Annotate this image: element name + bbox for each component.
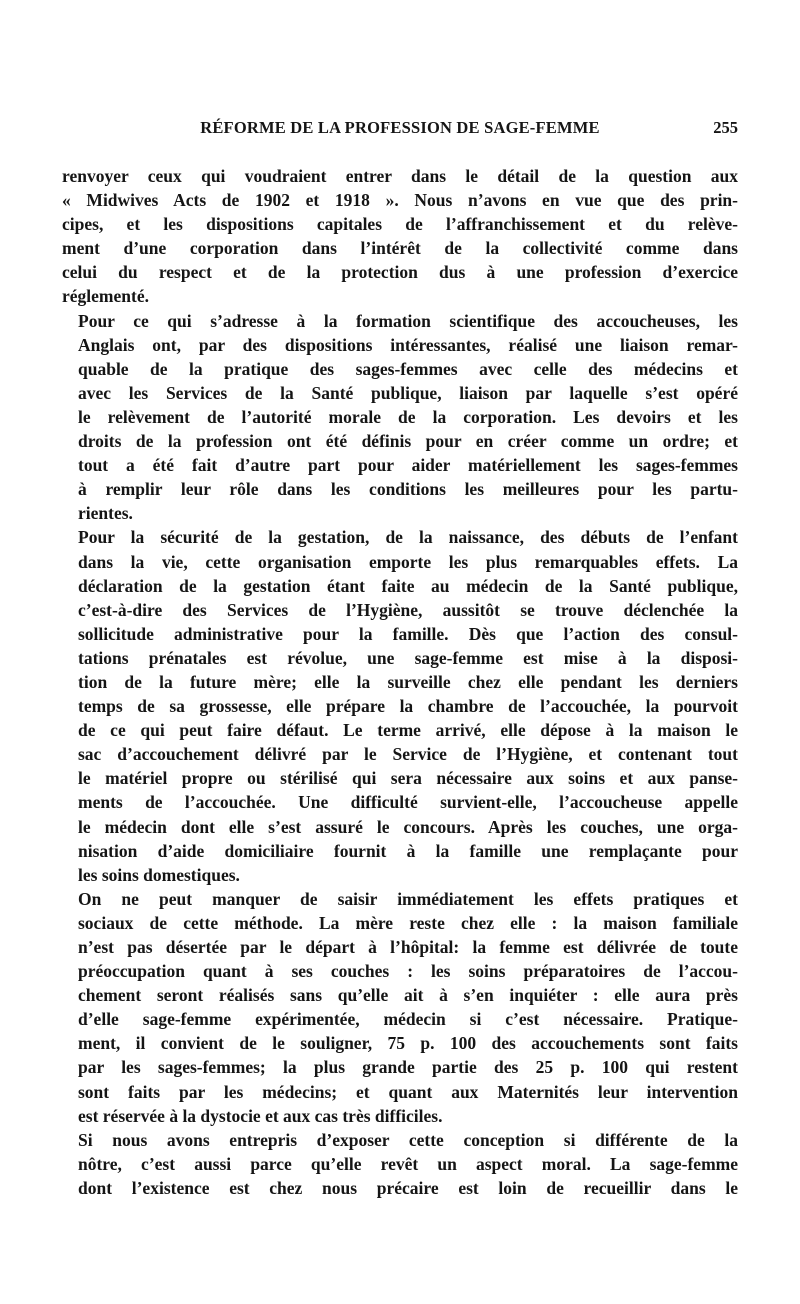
paragraph (62, 1128, 738, 1200)
text-line: par les sages-femmes; la plus grande partie des 25 p. 100 qui restent (78, 1057, 738, 1078)
text-line: réglementé. (62, 286, 149, 307)
text-line: quable de la pratique des sages-femmes avec celle des médecins et (78, 358, 738, 379)
text-line: ment d’une corporation dans l’intérêt de la collectivité comme dans (62, 238, 738, 259)
paragraph (62, 309, 738, 526)
text-line: dont l’existence est chez nous précaire est loin de recueillir dans le (78, 1177, 738, 1198)
text-line: nôtre, c’est aussi parce qu’elle revêt un aspect moral. La sage-femme (78, 1153, 738, 1174)
text-line: est réservée à la dystocie et aux cas très difficiles. (78, 1105, 443, 1126)
text-line: sociaux de cette méthode. La mère reste chez elle : la maison familiale (78, 912, 738, 933)
text-line: tations prénatales est révolue, une sage-femme est mise à la disposi- (78, 647, 738, 668)
text-line: nisation d’aide domiciliaire fournit à la famille une remplaçante pour (78, 840, 738, 861)
text-line: tout a été fait d’autre part pour aider matériellement les sages-femmes (78, 455, 738, 476)
text-line: le médecin dont elle s’est assuré le concours. Après les couches, une orga- (78, 816, 738, 837)
paragraph (62, 164, 738, 309)
text-line: les soins domestiques. (78, 864, 240, 885)
running-title: RÉFORME DE LA PROFESSION DE SAGE-FEMME (200, 118, 600, 137)
text-line: Anglais ont, par des dispositions intéressantes, réalisé une liaison remar- (78, 334, 738, 355)
body-text (62, 164, 738, 1200)
text-line: sont faits par les médecins; et quant aux Maternités leur intervention (78, 1081, 738, 1102)
text-line: sollicitude administrative pour la famille. Dès que l’action des consul- (78, 623, 738, 644)
text-line: déclaration de la gestation étant faite au médecin de la Santé publique, (78, 575, 738, 596)
text-line: renvoyer ceux qui voudraient entrer dans le détail de la question aux (62, 166, 738, 186)
text-line: tion de la future mère; elle la surveille chez elle pendant les derniers (78, 671, 738, 692)
paragraph (62, 525, 738, 886)
text-line: de ce qui peut faire défaut. Le terme arrivé, elle dépose à la maison le (78, 720, 738, 741)
text-line: préoccupation quant à ses couches : les soins préparatoires de l’accou- (78, 961, 738, 982)
text-line: dans la vie, cette organisation emporte les plus remarquables effets. La (78, 551, 738, 572)
text-line: à remplir leur rôle dans les conditions les meilleures pour les partu- (78, 479, 738, 500)
text-line: chement seront réalisés sans qu’elle ait à s’en inquiéter : elle aura près (78, 985, 738, 1006)
text-line: ments de l’accouchée. Une difficulté survient-elle, l’accoucheuse appelle (78, 792, 738, 813)
page-number: 255 (713, 118, 738, 137)
text-line: « Midwives Acts de 1902 et 1918 ». Nous n’avons en vue que des prin- (62, 190, 738, 211)
text-line: le relèvement de l’autorité morale de la corporation. Les devoirs et les (78, 406, 738, 427)
text-line: c’est-à-dire des Services de l’Hygiène, aussitôt se trouve déclenchée la (78, 599, 738, 620)
text-line: avec les Services de la Santé publique, liaison par laquelle s’est opéré (78, 382, 738, 403)
text-line: On ne peut manquer de saisir immédiatement les effets pratiques et (78, 888, 738, 909)
text-line: Si nous avons entrepris d’exposer cette conception si différente de la (78, 1129, 738, 1150)
text-line: le matériel propre ou stérilisé qui sera nécessaire aux soins et aux panse- (78, 768, 738, 789)
text-line: sac d’accouchement délivré par le Service de l’Hygiène, et contenant tout (78, 744, 738, 765)
text-line: droits de la profession ont été définis pour en créer comme un ordre; et (78, 431, 738, 452)
text-line: d’elle sage-femme expérimentée, médecin si c’est nécessaire. Pratique- (78, 1009, 738, 1030)
text-line: ment, il convient de le souligner, 75 p. 100 des accouchements sont faits (78, 1033, 738, 1054)
running-header (62, 118, 738, 144)
paragraph (62, 887, 738, 1128)
text-line: cipes, et les dispositions capitales de l’affranchissement et du relève- (62, 214, 738, 235)
text-line: Pour ce qui s’adresse à la formation scientifique des accoucheuses, les (78, 310, 738, 331)
text-line: rientes. (78, 503, 133, 524)
text-line: Pour la sécurité de la gestation, de la naissance, des débuts de l’enfant (78, 527, 738, 548)
text-line: celui du respect et de la protection dus à une profession d’exercice (62, 262, 738, 283)
text-line: temps de sa grossesse, elle prépare la chambre de l’accouchée, la pourvoit (78, 696, 738, 717)
text-line: n’est pas désertée par le départ à l’hôpital: la femme est délivrée de toute (78, 937, 738, 957)
